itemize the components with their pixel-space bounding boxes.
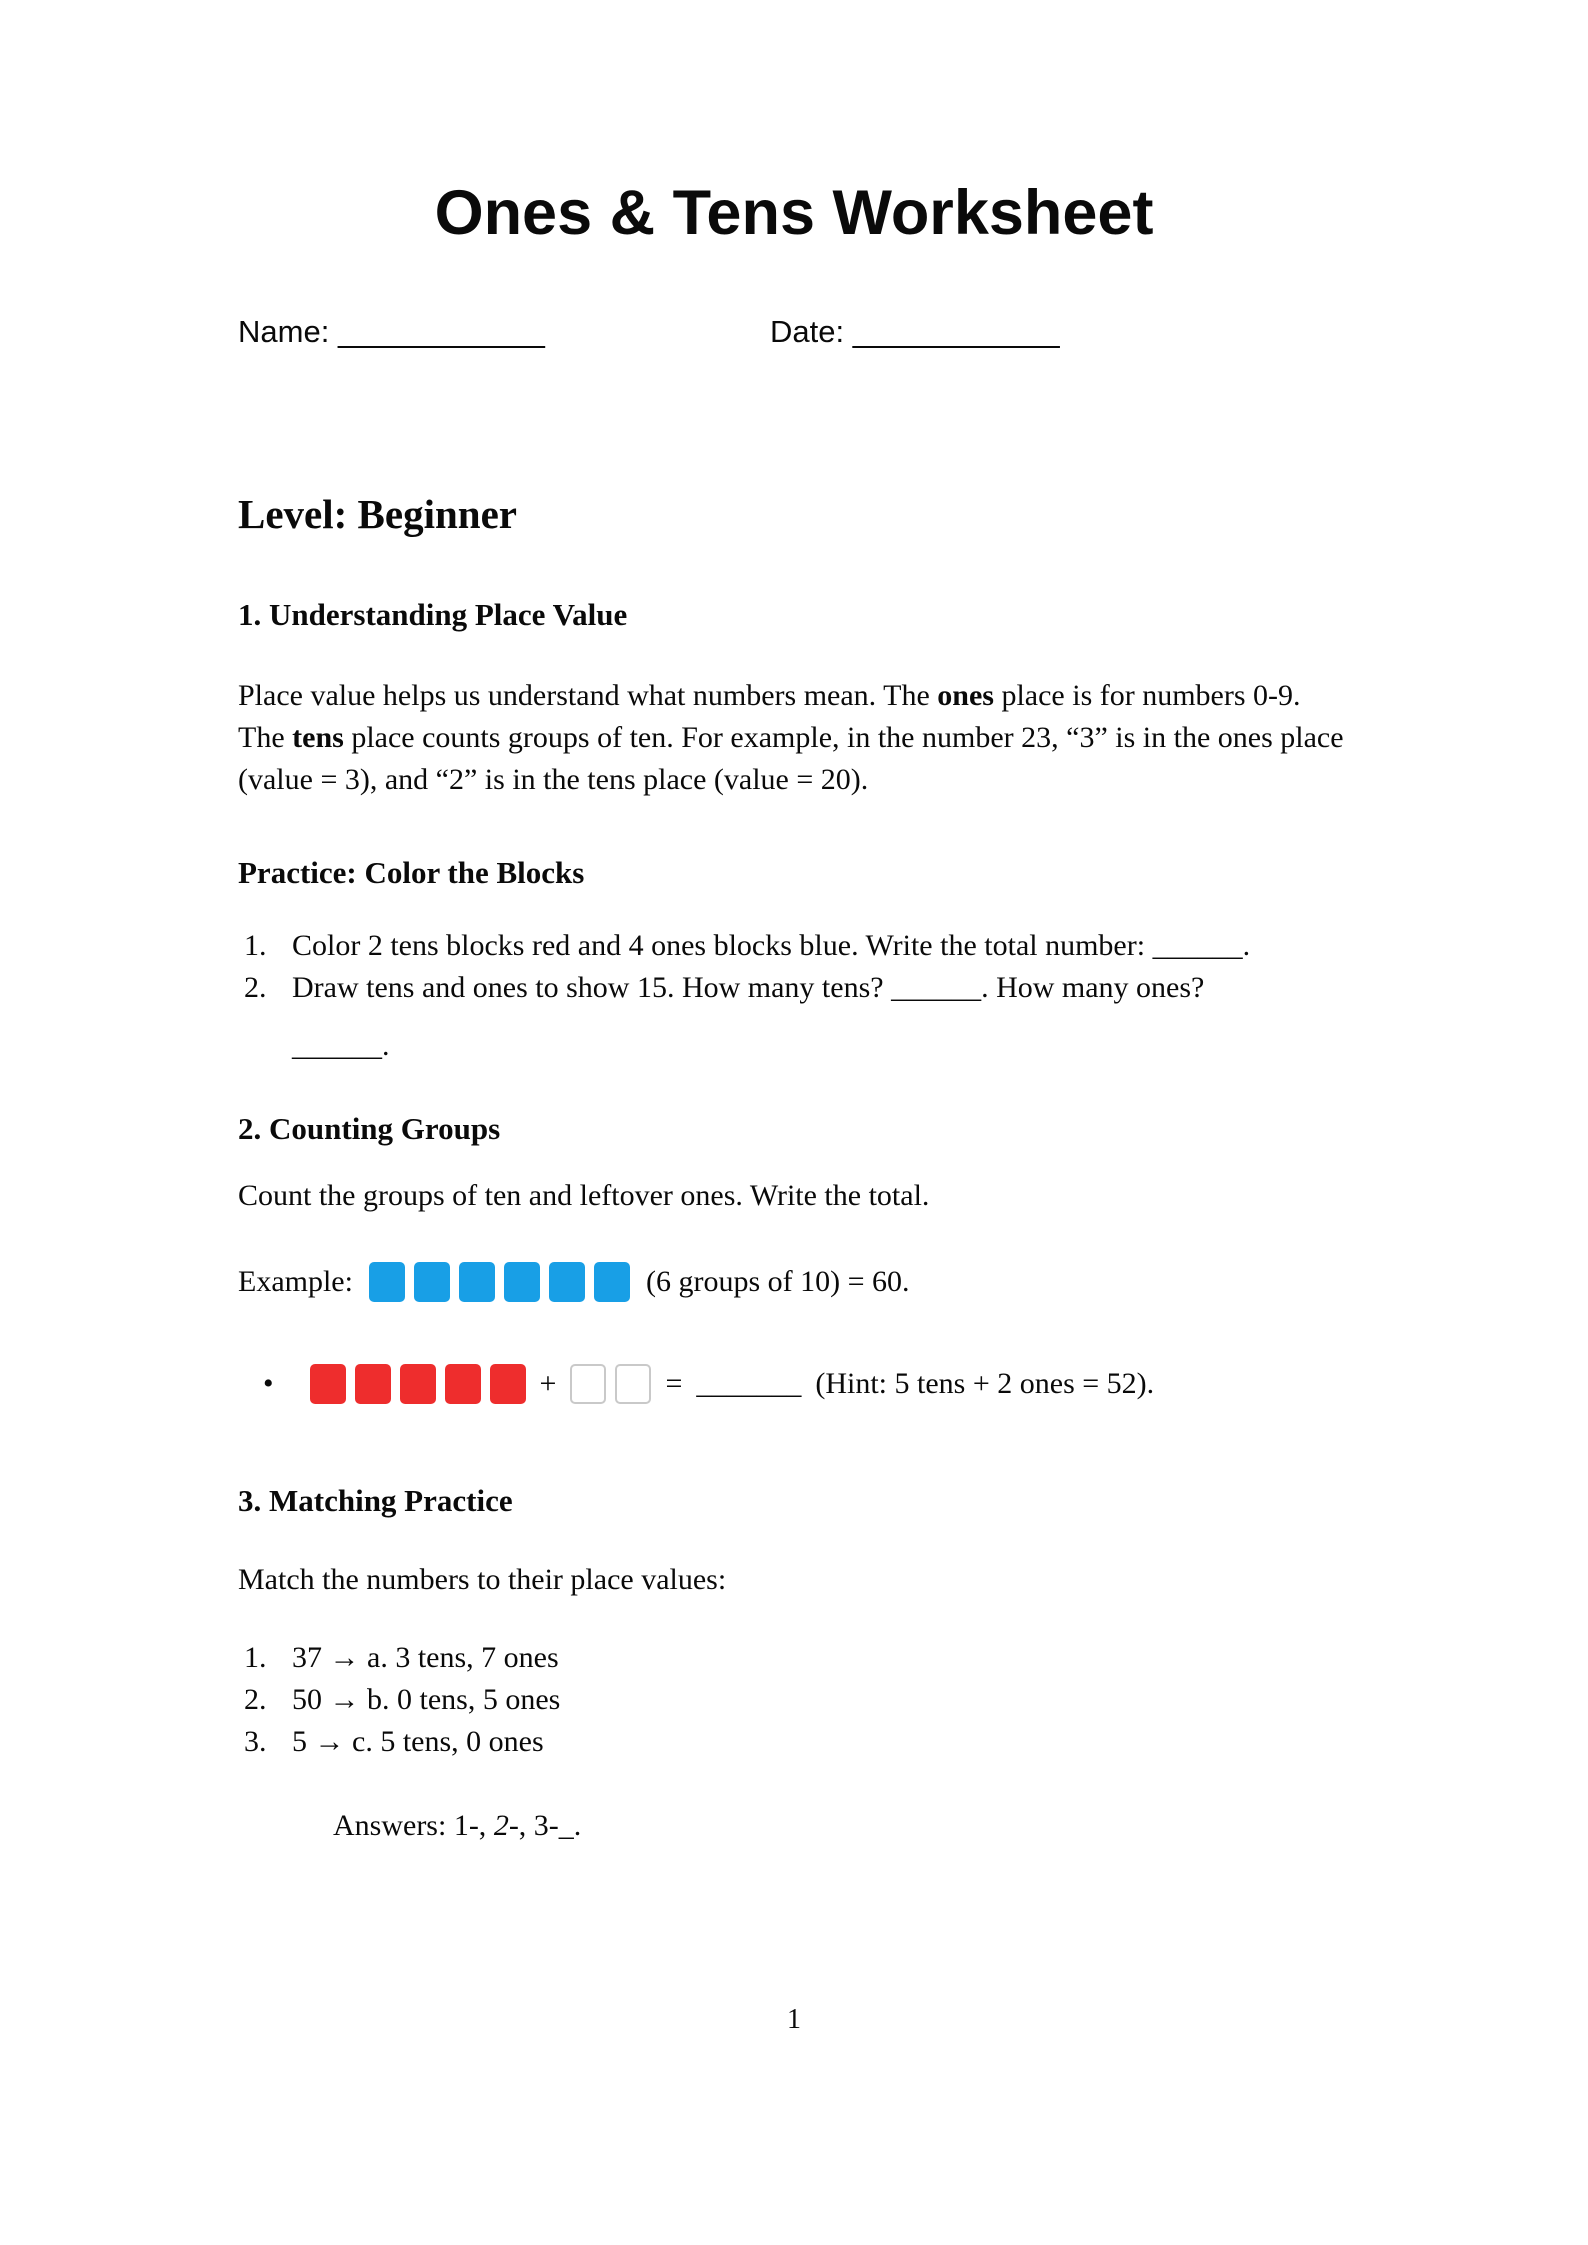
date-group xyxy=(770,314,1060,349)
empty-squares-group xyxy=(570,1364,651,1404)
example-label: Example: xyxy=(238,1265,353,1298)
list-text xyxy=(292,967,1350,1067)
blue-ten-block xyxy=(369,1262,405,1302)
level-heading: Level: Beginner xyxy=(238,491,517,537)
matching-list xyxy=(238,1637,1350,1763)
empty-one-block xyxy=(615,1364,651,1404)
hint-text: (Hint: 5 tens + 2 ones = 52). xyxy=(815,1367,1155,1400)
date-label: Date: xyxy=(770,314,845,349)
blue-ten-block xyxy=(594,1262,630,1302)
intro-text-3: place counts groups of ten. For example, in the number 23, “3” is in the ones place (value = 3), and “2” is in the tens place (value = 20). xyxy=(238,721,1352,796)
name-group xyxy=(238,311,770,353)
name-date-row xyxy=(238,311,1350,353)
answers-italic-2: 2 xyxy=(493,1809,509,1842)
practice-list xyxy=(238,925,1350,1067)
answers-line xyxy=(333,1805,1350,1847)
page-number: 1 xyxy=(787,2004,801,2035)
match-text: 37 → a. 3 tens, 7 ones xyxy=(292,1641,559,1674)
plus-sign: + xyxy=(539,1367,557,1400)
list-number: 1. xyxy=(244,929,267,962)
intro-bold-tens: tens xyxy=(292,721,344,754)
red-ten-block xyxy=(400,1364,436,1404)
exercise-row xyxy=(263,1363,1350,1405)
answers-prefix: Answers: 1-, xyxy=(333,1809,494,1842)
blue-ten-block xyxy=(459,1262,495,1302)
list-item xyxy=(238,925,1350,967)
match-item xyxy=(238,1679,1350,1721)
blue-squares-group xyxy=(369,1262,630,1302)
blue-ten-block xyxy=(504,1262,540,1302)
list-text-line1: Draw tens and ones to show 15. How many tens? ______. How many ones? xyxy=(292,971,1205,1004)
total-blank[interactable]: _______ xyxy=(696,1367,802,1400)
answer-blank[interactable]: ______. xyxy=(292,1029,390,1062)
red-ten-block xyxy=(310,1364,346,1404)
intro-text-2: place is for numbers 0-9. The xyxy=(238,679,1308,754)
example-caption: (6 groups of 10) = 60. xyxy=(645,1265,910,1298)
empty-one-block xyxy=(570,1364,606,1404)
red-ten-block xyxy=(445,1364,481,1404)
section1-intro xyxy=(238,675,1350,801)
section2-heading: 2. Counting Groups xyxy=(238,1111,501,1146)
section3-intro: Match the numbers to their place values: xyxy=(238,1563,727,1596)
blue-ten-block xyxy=(414,1262,450,1302)
blue-ten-block xyxy=(549,1262,585,1302)
red-ten-block xyxy=(355,1364,391,1404)
intro-text-1: Place value helps us understand what numbers mean. The xyxy=(238,679,938,712)
bullet-icon: • xyxy=(263,1367,274,1400)
page-title: Ones & Tens Worksheet xyxy=(434,178,1154,248)
match-text: 5 → c. 5 tens, 0 ones xyxy=(292,1725,544,1758)
red-ten-block xyxy=(490,1364,526,1404)
match-number: 2. xyxy=(244,1683,267,1716)
match-text: 50 → b. 0 tens, 5 ones xyxy=(292,1683,561,1716)
section3-heading: 3. Matching Practice xyxy=(238,1483,513,1518)
name-label: Name: xyxy=(238,314,330,349)
list-number: 2. xyxy=(244,971,267,1004)
example-row xyxy=(238,1261,1350,1303)
match-number: 1. xyxy=(244,1641,267,1674)
match-number: 3. xyxy=(244,1725,267,1758)
list-item xyxy=(238,967,1350,1067)
section2-intro: Count the groups of ten and leftover ones. Write the total. xyxy=(238,1179,930,1212)
red-squares-group xyxy=(310,1364,526,1404)
name-blank[interactable]: ____________ xyxy=(337,314,545,349)
answers-suffix: -, 3-_. xyxy=(508,1809,582,1842)
match-item xyxy=(238,1637,1350,1679)
section1-heading: 1. Understanding Place Value xyxy=(238,597,628,632)
match-item xyxy=(238,1721,1350,1763)
practice-heading: Practice: Color the Blocks xyxy=(238,855,585,890)
list-text: Color 2 tens blocks red and 4 ones blocks blue. Write the total number: ______. xyxy=(292,929,1251,962)
equals-sign: = xyxy=(665,1367,683,1400)
intro-bold-ones: ones xyxy=(937,679,994,712)
date-blank[interactable]: ____________ xyxy=(852,314,1060,349)
